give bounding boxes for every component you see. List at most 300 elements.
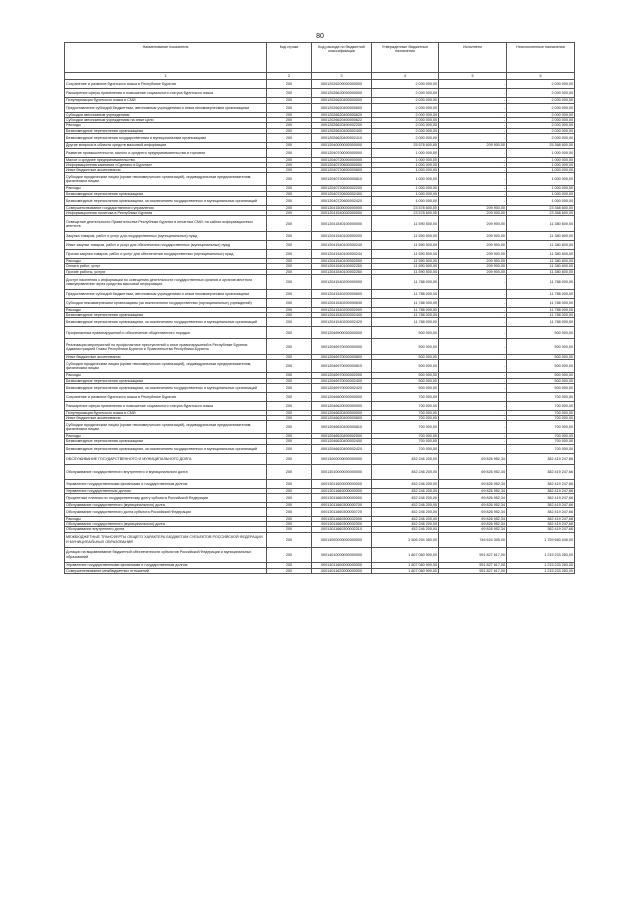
row-name: Иные закупки товаров, работ и услуг для обеспечения государственных (муниципальных) нужд bbox=[65, 241, 267, 250]
table-row bbox=[65, 196, 575, 205]
row-remaining-amount: 382 419 247,66 bbox=[507, 464, 575, 479]
header-executed: Исполнено bbox=[439, 43, 507, 73]
row-classification-code: 00012026620400000000 bbox=[312, 98, 372, 104]
row-classification-code: 00012041540200000000 bbox=[312, 274, 372, 289]
row-executed-amount: - bbox=[439, 168, 507, 173]
row-approved-amount: 11 788 000,00 bbox=[372, 298, 439, 307]
row-name: Предоставление субсидий бюджетным, автономным учреждениям и иным некоммерческим организациям bbox=[65, 289, 267, 298]
column-number: 5 bbox=[439, 73, 507, 80]
row-classification-code: 00012041540100000200 bbox=[312, 232, 372, 241]
row-executed-amount: - bbox=[439, 163, 507, 168]
header-indicator-name: Наименование показателя bbox=[65, 43, 267, 73]
row-approved-amount: 1 000 000,00 bbox=[372, 186, 439, 191]
row-classification-code: 00012046970000000800 bbox=[312, 355, 372, 360]
row-approved-amount: 2 000 000,00 bbox=[372, 80, 439, 89]
row-executed-amount: 69 826 952,34 bbox=[439, 502, 507, 507]
row-approved-amount: 2 000 000,00 bbox=[372, 104, 439, 113]
row-remaining-amount: 1 215 233 283,00 bbox=[507, 547, 575, 562]
row-line-code: 200 bbox=[267, 444, 312, 453]
row-name: Популяризация бурятского языка в СМИ bbox=[65, 410, 267, 415]
row-line-code: 200 bbox=[267, 113, 312, 118]
row-approved-amount: 700 000,00 bbox=[372, 416, 439, 421]
row-approved-amount: 700 000,00 bbox=[372, 421, 439, 434]
row-remaining-amount: 1 000 000,00 bbox=[507, 163, 575, 168]
row-approved-amount: 500 000,00 bbox=[372, 383, 439, 392]
row-approved-amount: 452 246 200,00 bbox=[372, 502, 439, 507]
table-row bbox=[65, 444, 575, 453]
row-classification-code: 00012041540200000600 bbox=[312, 289, 372, 298]
row-line-code: 200 bbox=[267, 479, 312, 488]
row-executed-amount: 69 826 952,34 bbox=[439, 493, 507, 502]
row-name: Безвозмездные перечисления организациям bbox=[65, 128, 267, 133]
row-name: Иные бюджетные ассигнования bbox=[65, 168, 267, 173]
row-name: Расходы bbox=[65, 434, 267, 439]
table-row bbox=[65, 289, 575, 298]
row-line-code: 200 bbox=[267, 307, 312, 312]
table-row bbox=[65, 318, 575, 327]
row-remaining-amount: 11 788 000,00 bbox=[507, 274, 575, 289]
row-classification-code: 00012046620400002420 bbox=[312, 444, 372, 453]
row-line-code: 200 bbox=[267, 232, 312, 241]
table-row bbox=[65, 232, 575, 241]
header-budget-classification: Код расхода по бюджетной классификации bbox=[312, 43, 372, 73]
row-executed-amount: 209 900,00 bbox=[439, 216, 507, 232]
table-row bbox=[65, 547, 575, 562]
row-classification-code: 00012026620400002200 bbox=[312, 123, 372, 128]
row-executed-amount: - bbox=[439, 173, 507, 186]
row-executed-amount: - bbox=[439, 118, 507, 123]
row-line-code: 200 bbox=[267, 502, 312, 507]
row-name: Субсидии некоммерческим организациям (за исключением государственных (муниципальных) учреждений) bbox=[65, 298, 267, 307]
row-line-code: 200 bbox=[267, 488, 312, 493]
row-approved-amount: 1 000 000,00 bbox=[372, 173, 439, 186]
row-line-code: 200 bbox=[267, 339, 312, 355]
row-name: Обслуживание государственного (муниципального) долга bbox=[65, 522, 267, 527]
table-row bbox=[65, 173, 575, 186]
row-name: Расходы bbox=[65, 259, 267, 264]
row-approved-amount: 2 000 000,00 bbox=[372, 98, 439, 104]
column-number: 3 bbox=[312, 73, 372, 80]
row-line-code: 200 bbox=[267, 191, 312, 196]
row-classification-code: 00013011660300000000 bbox=[312, 493, 372, 502]
row-executed-amount: - bbox=[439, 355, 507, 360]
row-line-code: 200 bbox=[267, 298, 312, 307]
row-line-code: 200 bbox=[267, 173, 312, 186]
table-row bbox=[65, 508, 575, 517]
row-name: Профилактика правонарушений и обеспечение общественного порядка bbox=[65, 327, 267, 339]
row-remaining-amount: 382 419 247,66 bbox=[507, 479, 575, 488]
row-name: Расходы bbox=[65, 186, 267, 191]
row-classification-code: 00014000000000000000 bbox=[312, 532, 372, 547]
row-approved-amount: 11 590 500,00 bbox=[372, 264, 439, 269]
row-executed-amount: - bbox=[439, 289, 507, 298]
table-row bbox=[65, 80, 575, 89]
row-approved-amount: 11 590 500,00 bbox=[372, 250, 439, 259]
row-remaining-amount: 382 419 247,66 bbox=[507, 488, 575, 493]
row-executed-amount: 69 826 952,34 bbox=[439, 453, 507, 464]
row-approved-amount: 452 246 200,00 bbox=[372, 527, 439, 532]
row-remaining-amount: 1 000 000,00 bbox=[507, 168, 575, 173]
table-body bbox=[65, 80, 575, 574]
row-name: Предоставление субсидий бюджетным, автономным учреждениям и иным некоммерческим организациям bbox=[65, 104, 267, 113]
row-executed-amount: - bbox=[439, 373, 507, 378]
column-number: 6 bbox=[507, 73, 575, 80]
row-line-code: 200 bbox=[267, 527, 312, 532]
row-executed-amount: - bbox=[439, 410, 507, 415]
row-name: Малое и среднее предпринимательство bbox=[65, 157, 267, 162]
row-approved-amount: 2 000 000,00 bbox=[372, 133, 439, 142]
row-remaining-amount: 11 380 600,00 bbox=[507, 250, 575, 259]
row-remaining-amount: 700 000,00 bbox=[507, 410, 575, 415]
row-name: Субсидии автономным учреждениям на иные цели bbox=[65, 118, 267, 123]
row-classification-code: 00012046620400000000 bbox=[312, 410, 372, 415]
row-classification-code: 00012040720600000800 bbox=[312, 168, 372, 173]
row-executed-amount: - bbox=[439, 439, 507, 444]
row-name: Обслуживание государственного (муниципального) долга bbox=[65, 502, 267, 507]
row-remaining-amount: 2 000 000,00 bbox=[507, 123, 575, 128]
row-name: Сохранение и развитие бурятского языка в Республике Бурятия bbox=[65, 80, 267, 89]
row-remaining-amount: 700 000,00 bbox=[507, 434, 575, 439]
row-remaining-amount: 382 419 247,66 bbox=[507, 502, 575, 507]
row-approved-amount: 500 000,00 bbox=[372, 355, 439, 360]
row-name: Безвозмездные перечисления государственным и муниципальным организациям bbox=[65, 133, 267, 142]
header-line-code: Код строки bbox=[267, 43, 312, 73]
row-executed-amount: 591 827 617,00 bbox=[439, 547, 507, 562]
row-remaining-amount: 11 380 600,00 bbox=[507, 264, 575, 269]
row-remaining-amount: 2 000 000,00 bbox=[507, 128, 575, 133]
row-line-code: 200 bbox=[267, 532, 312, 547]
row-remaining-amount: 700 000,00 bbox=[507, 416, 575, 421]
row-remaining-amount: 11 380 600,00 bbox=[507, 259, 575, 264]
row-line-code: 200 bbox=[267, 133, 312, 142]
row-name: Субсидии юридическим лицам (кроме некоммерческих организаций), индивидуальным предпринимателям, физическим лицам bbox=[65, 173, 267, 186]
row-executed-amount: - bbox=[439, 148, 507, 157]
row-executed-amount: 69 826 952,34 bbox=[439, 488, 507, 493]
row-line-code: 200 bbox=[267, 318, 312, 327]
row-line-code: 200 bbox=[267, 250, 312, 259]
row-executed-amount: - bbox=[439, 327, 507, 339]
row-name: Субсидии автономным учреждениям bbox=[65, 113, 267, 118]
table-row bbox=[65, 89, 575, 98]
table-row bbox=[65, 274, 575, 289]
row-executed-amount: - bbox=[439, 298, 507, 307]
row-approved-amount: 11 788 000,00 bbox=[372, 274, 439, 289]
row-approved-amount: 2 000 000,00 bbox=[372, 89, 439, 98]
budget-execution-table bbox=[64, 42, 575, 574]
row-remaining-amount: 500 000,00 bbox=[507, 327, 575, 339]
row-line-code: 200 bbox=[267, 241, 312, 250]
row-remaining-amount: 500 000,00 bbox=[507, 373, 575, 378]
row-classification-code: 00013011660300002000 bbox=[312, 517, 372, 522]
row-classification-code: 00012041540100000240 bbox=[312, 241, 372, 250]
row-approved-amount: 1 807 060 900,00 bbox=[372, 568, 439, 573]
row-name: Процентные платежи по государственному долгу субъекта Российской Федерации bbox=[65, 493, 267, 502]
row-name: Иные бюджетные ассигнования bbox=[65, 355, 267, 360]
row-classification-code: 00013011660300002310 bbox=[312, 527, 372, 532]
row-classification-code: 00012046970000000810 bbox=[312, 360, 372, 373]
table-row bbox=[65, 383, 575, 392]
row-line-code: 200 bbox=[267, 259, 312, 264]
row-line-code: 200 bbox=[267, 186, 312, 191]
row-line-code: 200 bbox=[267, 416, 312, 421]
row-remaining-amount: 500 000,00 bbox=[507, 355, 575, 360]
row-executed-amount: 209 900,00 bbox=[439, 250, 507, 259]
row-line-code: 200 bbox=[267, 269, 312, 274]
row-executed-amount: - bbox=[439, 307, 507, 312]
row-executed-amount: - bbox=[439, 274, 507, 289]
row-name: Сохранение и развитие бурятского языка в Республике Бурятия bbox=[65, 392, 267, 401]
row-classification-code: 00012026620400002410 bbox=[312, 133, 372, 142]
page-number: 80 bbox=[316, 33, 324, 40]
row-name: Другие вопросы в области средств массовой информации bbox=[65, 142, 267, 148]
row-approved-amount: 452 246 200,00 bbox=[372, 493, 439, 502]
row-approved-amount: 452 246 200,00 bbox=[372, 508, 439, 517]
row-name: Иные бюджетные ассигнования bbox=[65, 416, 267, 421]
row-name: Расходы bbox=[65, 123, 267, 128]
row-approved-amount: 2 000 000,00 bbox=[372, 118, 439, 123]
table-row bbox=[65, 298, 575, 307]
row-remaining-amount: 700 000,00 bbox=[507, 439, 575, 444]
row-classification-code: 00014011600000000000 bbox=[312, 562, 372, 568]
header-approved: Утвержденные бюджетные назначения bbox=[372, 43, 439, 73]
row-executed-amount: 69 826 952,34 bbox=[439, 517, 507, 522]
row-line-code: 200 bbox=[267, 313, 312, 318]
row-name: Реализация мероприятий по профилактике преступлений и иных правонарушений в Республике Бурятия Администрацией Главы Республики Бурятия и Правительства Республики Бурятия bbox=[65, 339, 267, 355]
column-number: 4 bbox=[372, 73, 439, 80]
row-line-code: 200 bbox=[267, 517, 312, 522]
row-name: Совершенствование государственного управления bbox=[65, 205, 267, 210]
row-executed-amount: 209 900,00 bbox=[439, 232, 507, 241]
row-remaining-amount: 1 215 233 283,00 bbox=[507, 568, 575, 573]
row-name: Управление государственными финансами и государственным долгом bbox=[65, 479, 267, 488]
row-remaining-amount: 382 419 247,66 bbox=[507, 522, 575, 527]
row-name: Управление государственным долгом bbox=[65, 488, 267, 493]
row-name: Прочие работы, услуги bbox=[65, 269, 267, 274]
row-name: Безвозмездные перечисления организациям bbox=[65, 439, 267, 444]
row-approved-amount: 25 578 600,00 bbox=[372, 142, 439, 148]
row-line-code: 200 bbox=[267, 360, 312, 373]
row-line-code: 200 bbox=[267, 98, 312, 104]
row-approved-amount: 1 000 000,00 bbox=[372, 191, 439, 196]
row-executed-amount: 209 900,00 bbox=[439, 259, 507, 264]
row-classification-code: 00012026620400000622 bbox=[312, 118, 372, 123]
row-name: Безвозмездные перечисления организациям, за исключением государственных и муниципальных организаций bbox=[65, 318, 267, 327]
row-remaining-amount: 700 000,00 bbox=[507, 421, 575, 434]
row-executed-amount: - bbox=[439, 339, 507, 355]
row-classification-code: 00012026200000000000 bbox=[312, 80, 372, 89]
row-classification-code: 00012041540200002420 bbox=[312, 318, 372, 327]
row-executed-amount: 69 826 952,34 bbox=[439, 464, 507, 479]
row-remaining-amount: 11 380 600,00 bbox=[507, 241, 575, 250]
row-line-code: 200 bbox=[267, 157, 312, 162]
row-remaining-amount: 2 000 000,00 bbox=[507, 113, 575, 118]
row-line-code: 200 bbox=[267, 80, 312, 89]
row-executed-amount: 209 900,00 bbox=[439, 269, 507, 274]
row-name: Информационная кампания «Сделано в Бурятии» bbox=[65, 163, 267, 168]
row-classification-code: 00012041540200002000 bbox=[312, 307, 372, 312]
row-name: Развитие промышленности, малого и среднего предпринимательства и торговли bbox=[65, 148, 267, 157]
row-line-code: 200 bbox=[267, 216, 312, 232]
row-remaining-amount: 2 000 000,00 bbox=[507, 118, 575, 123]
row-classification-code: 00013011660300000720 bbox=[312, 508, 372, 517]
row-line-code: 200 bbox=[267, 508, 312, 517]
table-row bbox=[65, 360, 575, 373]
row-classification-code: 00012046620400000810 bbox=[312, 421, 372, 434]
row-executed-amount: - bbox=[439, 360, 507, 373]
row-name: Расходы bbox=[65, 373, 267, 378]
row-classification-code: 00012040720600002420 bbox=[312, 196, 372, 205]
row-remaining-amount: 11 380 600,00 bbox=[507, 232, 575, 241]
row-executed-amount: 69 826 952,34 bbox=[439, 527, 507, 532]
row-approved-amount: 2 000 000,00 bbox=[372, 128, 439, 133]
row-approved-amount: 700 000,00 bbox=[372, 392, 439, 401]
row-approved-amount: 700 000,00 bbox=[372, 401, 439, 410]
table-header-row bbox=[65, 43, 575, 73]
row-line-code: 200 bbox=[267, 493, 312, 502]
row-name: Безвозмездные перечисления организациям bbox=[65, 191, 267, 196]
row-line-code: 200 bbox=[267, 373, 312, 378]
row-name: Обслуживание государственного внутреннего и муниципального долга bbox=[65, 464, 267, 479]
row-executed-amount: - bbox=[439, 191, 507, 196]
row-line-code: 200 bbox=[267, 104, 312, 113]
row-executed-amount: - bbox=[439, 318, 507, 327]
row-remaining-amount: 382 419 247,66 bbox=[507, 508, 575, 517]
row-executed-amount: - bbox=[439, 186, 507, 191]
table-row bbox=[65, 453, 575, 464]
row-remaining-amount: 700 000,00 bbox=[507, 392, 575, 401]
row-classification-code: 00012041540100000244 bbox=[312, 250, 372, 259]
row-executed-amount: - bbox=[439, 89, 507, 98]
row-classification-code: 00012041540200000630 bbox=[312, 298, 372, 307]
row-executed-amount: - bbox=[439, 157, 507, 162]
row-remaining-amount: 25 368 600,00 bbox=[507, 142, 575, 148]
row-classification-code: 00012046970000000000 bbox=[312, 339, 372, 355]
row-executed-amount: 69 826 952,34 bbox=[439, 522, 507, 527]
row-remaining-amount: 2 000 000,00 bbox=[507, 98, 575, 104]
row-classification-code: 00012041540100002200 bbox=[312, 264, 372, 269]
row-approved-amount: 500 000,00 bbox=[372, 378, 439, 383]
row-classification-code: 00012040720600002400 bbox=[312, 191, 372, 196]
row-classification-code: 00012041540000000000 bbox=[312, 211, 372, 216]
row-approved-amount: 1 000 000,00 bbox=[372, 148, 439, 157]
row-executed-amount: - bbox=[439, 196, 507, 205]
row-remaining-amount: 1 215 233 283,00 bbox=[507, 562, 575, 568]
row-approved-amount: 500 000,00 bbox=[372, 360, 439, 373]
row-classification-code: 00013011660300000700 bbox=[312, 502, 372, 507]
row-classification-code: 00013000000000000000 bbox=[312, 453, 372, 464]
row-executed-amount: 209 900,00 bbox=[439, 264, 507, 269]
row-name: ОБСЛУЖИВАНИЕ ГОСУДАРСТВЕННОГО И МУНИЦИПАЛЬНОГО ДОЛГА bbox=[65, 453, 267, 464]
row-line-code: 200 bbox=[267, 327, 312, 339]
row-approved-amount: 452 246 200,00 bbox=[372, 479, 439, 488]
row-classification-code: 00012040720600000810 bbox=[312, 173, 372, 186]
row-classification-code: 00013010000000000000 bbox=[312, 464, 372, 479]
table-row bbox=[65, 216, 575, 232]
row-name: Безвозмездные перечисления организациям, за исключением государственных и муниципальных организаций bbox=[65, 444, 267, 453]
row-name: Расширение сферы применения и повышение социального статуса бурятского языка bbox=[65, 89, 267, 98]
table-row bbox=[65, 104, 575, 113]
row-executed-amount: 69 826 952,34 bbox=[439, 508, 507, 517]
row-name: Обслуживание внутреннего долга bbox=[65, 527, 267, 532]
row-approved-amount: 700 000,00 bbox=[372, 434, 439, 439]
row-classification-code: 00012046620000000000 bbox=[312, 401, 372, 410]
row-approved-amount: 452 246 200,00 bbox=[372, 464, 439, 479]
row-remaining-amount: 1 000 000,00 bbox=[507, 196, 575, 205]
row-line-code: 200 bbox=[267, 289, 312, 298]
row-line-code: 200 bbox=[267, 163, 312, 168]
row-name: Дотации на выравнивание бюджетной обеспеченности субъектов Российской Федерации и муниципальных образований bbox=[65, 547, 267, 562]
table-row bbox=[65, 327, 575, 339]
row-classification-code: 00012041540100000000 bbox=[312, 216, 372, 232]
row-line-code: 200 bbox=[267, 205, 312, 210]
row-name: Информационная политика в Республике Бурятия bbox=[65, 211, 267, 216]
row-approved-amount: 500 000,00 bbox=[372, 339, 439, 355]
row-approved-amount: 452 246 200,00 bbox=[372, 522, 439, 527]
row-executed-amount: 209 900,00 bbox=[439, 142, 507, 148]
row-line-code: 200 bbox=[267, 434, 312, 439]
row-name: Совершенствование межбюджетных отношений bbox=[65, 568, 267, 573]
column-numbers-row bbox=[65, 73, 575, 80]
row-approved-amount: 500 000,00 bbox=[372, 373, 439, 378]
row-name: Расширение сферы применения и повышение социального статуса бурятского языка bbox=[65, 401, 267, 410]
row-classification-code: 00014010000000000000 bbox=[312, 547, 372, 562]
table-row bbox=[65, 250, 575, 259]
row-executed-amount: 746 624 305,00 bbox=[439, 532, 507, 547]
row-approved-amount: 452 246 200,00 bbox=[372, 488, 439, 493]
row-classification-code: 00012041540100002000 bbox=[312, 259, 372, 264]
row-approved-amount: 700 000,00 bbox=[372, 444, 439, 453]
row-approved-amount: 11 590 500,00 bbox=[372, 259, 439, 264]
row-classification-code: 00013011600000000000 bbox=[312, 479, 372, 488]
row-approved-amount: 1 000 000,00 bbox=[372, 163, 439, 168]
row-classification-code: 00012040000000000000 bbox=[312, 142, 372, 148]
row-name: Безвозмездные перечисления организациям bbox=[65, 378, 267, 383]
row-executed-amount: - bbox=[439, 128, 507, 133]
row-remaining-amount: 1 000 000,00 bbox=[507, 186, 575, 191]
row-name: Обслуживание государственного долга субъекта Российской Федерации bbox=[65, 508, 267, 517]
row-classification-code: 00012046620400002000 bbox=[312, 434, 372, 439]
row-classification-code: 00012026620000000000 bbox=[312, 89, 372, 98]
table-row bbox=[65, 568, 575, 573]
row-remaining-amount: 11 380 600,00 bbox=[507, 269, 575, 274]
column-number: 2 bbox=[267, 73, 312, 80]
row-remaining-amount: 11 788 000,00 bbox=[507, 318, 575, 327]
row-executed-amount: - bbox=[439, 421, 507, 434]
row-executed-amount: - bbox=[439, 113, 507, 118]
row-name: Расходы bbox=[65, 517, 267, 522]
row-executed-amount: - bbox=[439, 444, 507, 453]
row-remaining-amount: 11 788 000,00 bbox=[507, 289, 575, 298]
row-classification-code: 00012040720000000000 bbox=[312, 157, 372, 162]
row-name: Расходы bbox=[65, 307, 267, 312]
row-remaining-amount: 23 368 600,00 bbox=[507, 211, 575, 216]
row-name: Оплата работ, услуг bbox=[65, 264, 267, 269]
row-executed-amount: 591 827 617,00 bbox=[439, 562, 507, 568]
row-classification-code: 00012046970000002420 bbox=[312, 383, 372, 392]
table-row bbox=[65, 339, 575, 355]
row-line-code: 200 bbox=[267, 378, 312, 383]
row-line-code: 200 bbox=[267, 123, 312, 128]
row-line-code: 200 bbox=[267, 128, 312, 133]
row-line-code: 200 bbox=[267, 89, 312, 98]
row-name: МЕЖБЮДЖЕТНЫЕ ТРАНСФЕРТЫ ОБЩЕГО ХАРАКТЕРА БЮДЖЕТАМ СУБЪЕКТОВ РОССИЙСКОЙ ФЕДЕРАЦИИ И МУНИЦИПАЛЬНЫХ ОБРАЗОВАНИЙ bbox=[65, 532, 267, 547]
row-executed-amount: 209 900,00 bbox=[439, 205, 507, 210]
row-line-code: 200 bbox=[267, 118, 312, 123]
row-line-code: 200 bbox=[267, 142, 312, 148]
row-classification-code: 00012046900000000000 bbox=[312, 327, 372, 339]
column-number: 1 bbox=[65, 73, 267, 80]
row-executed-amount: - bbox=[439, 392, 507, 401]
